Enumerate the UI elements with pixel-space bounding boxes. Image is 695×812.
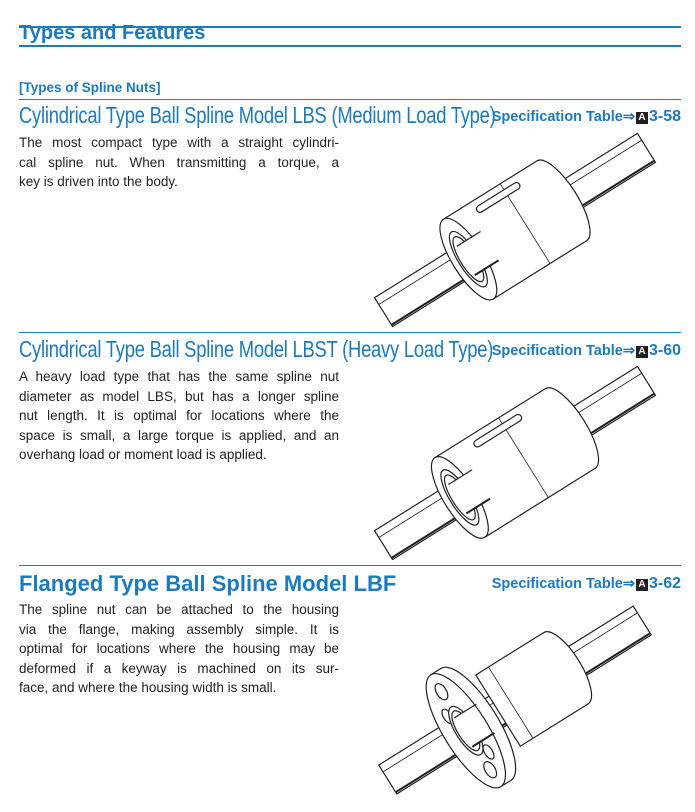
spec-label: Specification Table⇒ <box>491 343 635 359</box>
text-line: optimal for locations where the housing may be <box>19 641 339 656</box>
text-line: overhang load or moment load is applied. <box>19 447 267 462</box>
section-badge-icon: A <box>636 112 648 124</box>
spec-table-link-lbst[interactable] <box>492 342 681 360</box>
text-line: space is small, a large torque is applied, and an <box>19 427 339 443</box>
text-line: face, and where the housing width is small. <box>19 680 277 695</box>
text-line: key is driven into the body. <box>19 174 178 189</box>
text-line: The spline nut can be attached to the housing <box>19 602 339 617</box>
item-heading-lbf: Flanged Type Ball Spline Model LBF <box>19 571 397 596</box>
text-line: via the flange, making assembly simple. It is <box>19 621 339 637</box>
spec-page: 3-62 <box>648 575 681 592</box>
section-underline <box>19 99 681 100</box>
item-description-lbs <box>19 133 339 192</box>
page-title: Types and Features <box>19 22 206 44</box>
section-badge-icon: A <box>636 579 648 591</box>
spec-page: 3-60 <box>648 342 681 359</box>
spec-label: Specification Table⇒ <box>491 576 635 592</box>
section-label: [Types of Spline Nuts] <box>19 80 161 95</box>
title-underline <box>19 45 681 47</box>
divider <box>19 565 681 566</box>
item-description-lbf <box>19 600 339 698</box>
lbf-flanged-spline-nut-illustration <box>340 600 685 800</box>
text-line: A heavy load type that has the same spline nut <box>19 369 339 384</box>
text-line: The most compact type with a straight cylindri- <box>19 135 339 150</box>
item-heading-lbst: Cylindrical Type Ball Spline Model LBST (Heavy Load Type) <box>19 336 494 362</box>
spec-table-link-lbs[interactable] <box>492 108 681 126</box>
lbst-spline-nut-illustration <box>340 366 685 560</box>
item-heading-lbs: Cylindrical Type Ball Spline Model LBS (Medium Load Type) <box>19 102 496 128</box>
spec-page: 3-58 <box>648 108 681 125</box>
text-line: nut length. It is optimal for locations where the <box>19 408 339 423</box>
section-badge-icon: A <box>636 346 648 358</box>
text-line: deformed if a keyway is machined on its sur- <box>19 660 339 676</box>
text-line: diameter as model LBS, but has a longer spline <box>19 388 339 404</box>
item-description-lbst <box>19 367 339 465</box>
text-line: cal spline nut. When transmitting a torque, a <box>19 154 339 170</box>
spec-table-link-lbf[interactable] <box>492 575 681 593</box>
divider <box>19 332 681 333</box>
spec-label: Specification Table⇒ <box>491 109 635 125</box>
lbs-spline-nut-illustration <box>340 132 685 328</box>
